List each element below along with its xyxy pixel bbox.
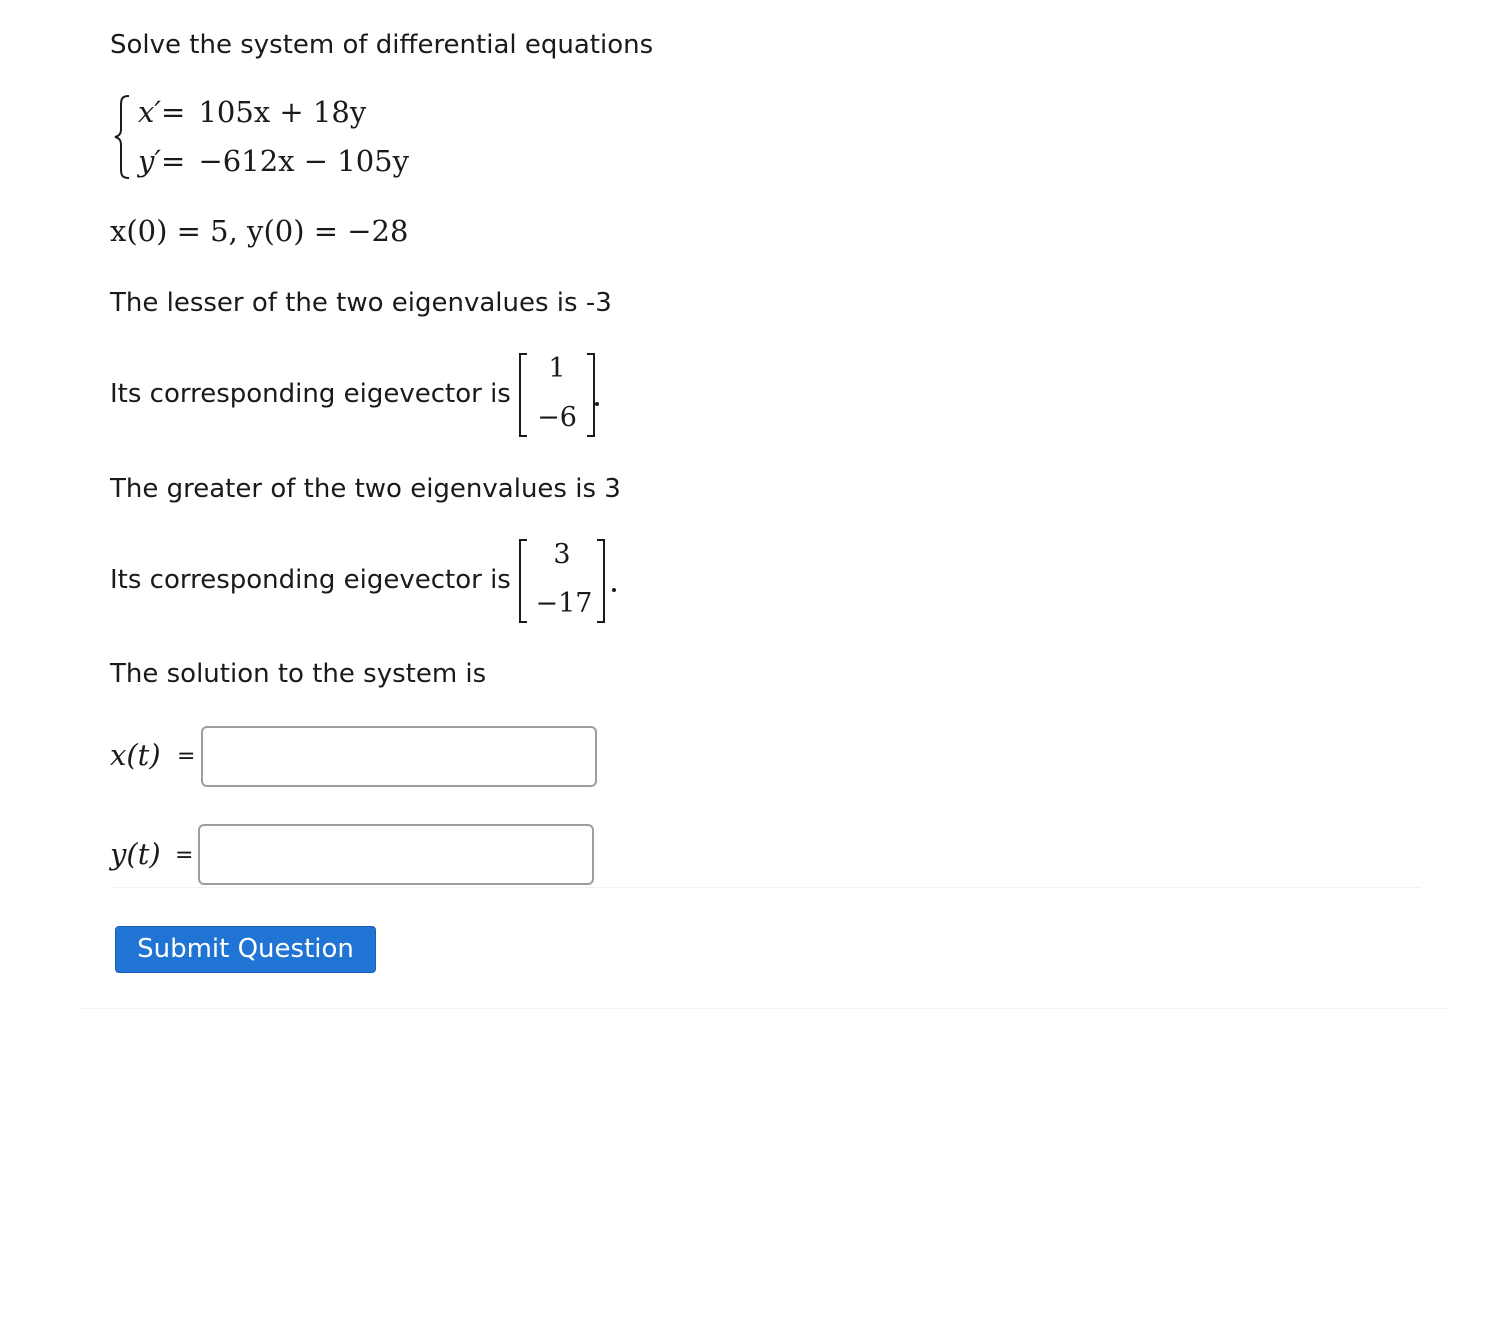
greater-eigvec-entry-2: −17 bbox=[535, 588, 593, 619]
x-answer-label bbox=[110, 738, 161, 772]
greater-eigenvalue-text: The greater of the two eigenvalues is 3 bbox=[110, 474, 621, 504]
greater-eigenvector bbox=[517, 538, 607, 624]
x-answer-input[interactable] bbox=[201, 726, 597, 787]
y-answer-input[interactable] bbox=[198, 824, 594, 885]
question-intro: Solve the system of differential equations bbox=[110, 30, 654, 60]
solution-prompt: The solution to the system is bbox=[110, 659, 487, 689]
y-of-t: y(t) bbox=[110, 837, 161, 871]
lesser-eigvec-entry-1: 1 bbox=[548, 353, 566, 384]
lesser-eigenvalue-text: The lesser of the two eigenvalues is -3 bbox=[110, 288, 612, 318]
eq2-rhs: −612x − 105y bbox=[198, 144, 409, 178]
lesser-eigenvector bbox=[517, 352, 597, 438]
x-of-t: x(t) bbox=[110, 738, 161, 772]
lesser-eigvec-entry-2: −6 bbox=[537, 402, 577, 433]
eq2-equals: = bbox=[160, 144, 186, 178]
divider-bottom bbox=[78, 1008, 1448, 1009]
system-equation-2 bbox=[138, 144, 409, 178]
greater-eigvec-entry-1: 3 bbox=[553, 539, 571, 570]
system-equation-1 bbox=[138, 95, 366, 129]
divider-top bbox=[110, 887, 1420, 888]
y-answer-label bbox=[110, 837, 161, 871]
eq1-lhs: x′ bbox=[138, 95, 161, 129]
eq1-rhs: 105x + 18y bbox=[198, 95, 367, 129]
lesser-eigvec-label: Its corresponding eigevector is bbox=[110, 379, 511, 409]
y-equals-sign: = bbox=[175, 843, 194, 868]
eq2-lhs: y′ bbox=[138, 144, 161, 178]
x-equals-sign: = bbox=[177, 744, 196, 769]
eq1-equals: = bbox=[160, 95, 186, 129]
lesser-period bbox=[595, 402, 599, 406]
greater-eigvec-label: Its corresponding eigevector is bbox=[110, 565, 511, 595]
submit-question-button[interactable]: Submit Question bbox=[115, 926, 376, 973]
left-brace bbox=[113, 95, 131, 179]
initial-conditions: x(0) = 5, y(0) = −28 bbox=[110, 214, 409, 248]
greater-period bbox=[612, 588, 616, 592]
